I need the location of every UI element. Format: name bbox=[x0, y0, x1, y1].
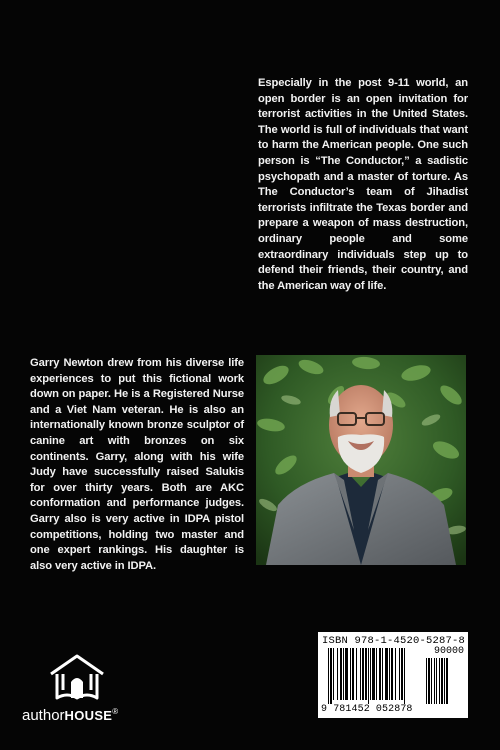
ean-digits: 9 781452 052878 bbox=[321, 704, 413, 715]
author-photo bbox=[256, 355, 466, 565]
publisher-logo bbox=[22, 652, 132, 732]
book-house-icon bbox=[47, 652, 107, 704]
publisher-name: authorHOUSE® bbox=[22, 707, 119, 724]
synopsis-text: Especially in the post 9-11 world, an open border is an open invitation for terrorist activities in the United States. The world is full of individuals that want to harm the American people. One such person is “The Conductor,” a sadistic psychopath and a master of torture. As The Conductor’s team of Jihadist terrorists infiltrate the Texas border and prepare a weapon of mass destruction, ordinary people and some extraordinary individuals step up to defend their friends, their country, and the American way of life. bbox=[258, 77, 468, 292]
author-bio-text: Garry Newton drew from his diverse life experiences to put this fictional work down on paper. He is a Registered Nurse and a Viet Nam veteran. He is also an internationally known bronze sculptor of canine art with bronzes on six continents. Garry, along with his wife Judy have successfully raised Salukis for over thirty years. Both are AKC conformation and performance judges. Garry also is very active in IDPA pistol competitions, holding two master and one expert rankings. His daughter is also very active in IDPA. bbox=[30, 357, 244, 572]
price-code: 90000 bbox=[433, 646, 464, 657]
isbn-barcode bbox=[318, 632, 468, 718]
isbn-label: ISBN 978-1-4520-5287-8 bbox=[322, 635, 466, 647]
